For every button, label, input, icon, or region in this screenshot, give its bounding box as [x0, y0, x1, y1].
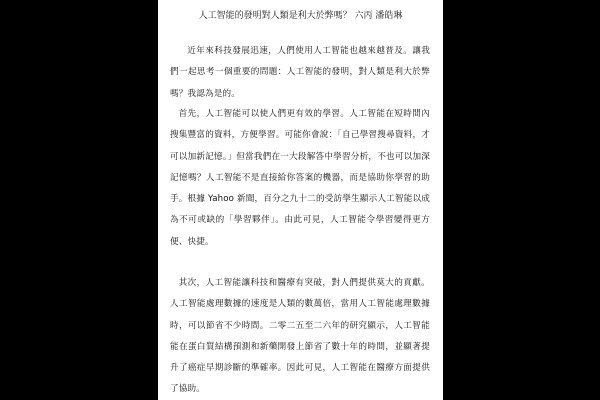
paragraph-introduction: 近年來科技發展迅速，人們使用人工智能也越來越普及。讓我們一起思考一個重要的問題：人工智能的發明，對人類是利大於弊嗎？我認為是的。 [170, 46, 430, 99]
paragraph-medical: 其次，人工智能讓科技和醫療有突破，對人們提供莫大的貢獻。人工智能處理數據的速度是人類的數萬倍，當用人工智能處理數據時，可以節省不少時間。二零二五至二六年的研究顯示，人工智能能在蛋白質結構預測和新藥開發上節省了數十年的時間，並顯著提升了癌症早期診斷的準確率。因此可見，人工智能在醫療方面提供了協助。 [170, 278, 430, 395]
paragraph-learning: 首先，人工智能可以使人們更有效的學習。人工智能在短時間內搜集豐富的資料，方便學習。可能你會說：「自己學習搜尋資料，才可以加新記憶。」但當我們在一大段解答中學習分析，不也可以加深記憶嗎？人工智能不是直接給你答案的機器，而是協助你學習的助手。根據 Yahoo 新聞，百分之九十二的受訪學生顯示人工智能以成為不可或缺的「學習夥伴」。由此可見，人工智能令學習變得更方便、快捷。 [170, 109, 430, 247]
document-title: 人工智能的發明對人類是利大於弊嗎？ 六丙 潘皓琳 [198, 11, 403, 21]
document-page [158, 0, 443, 400]
